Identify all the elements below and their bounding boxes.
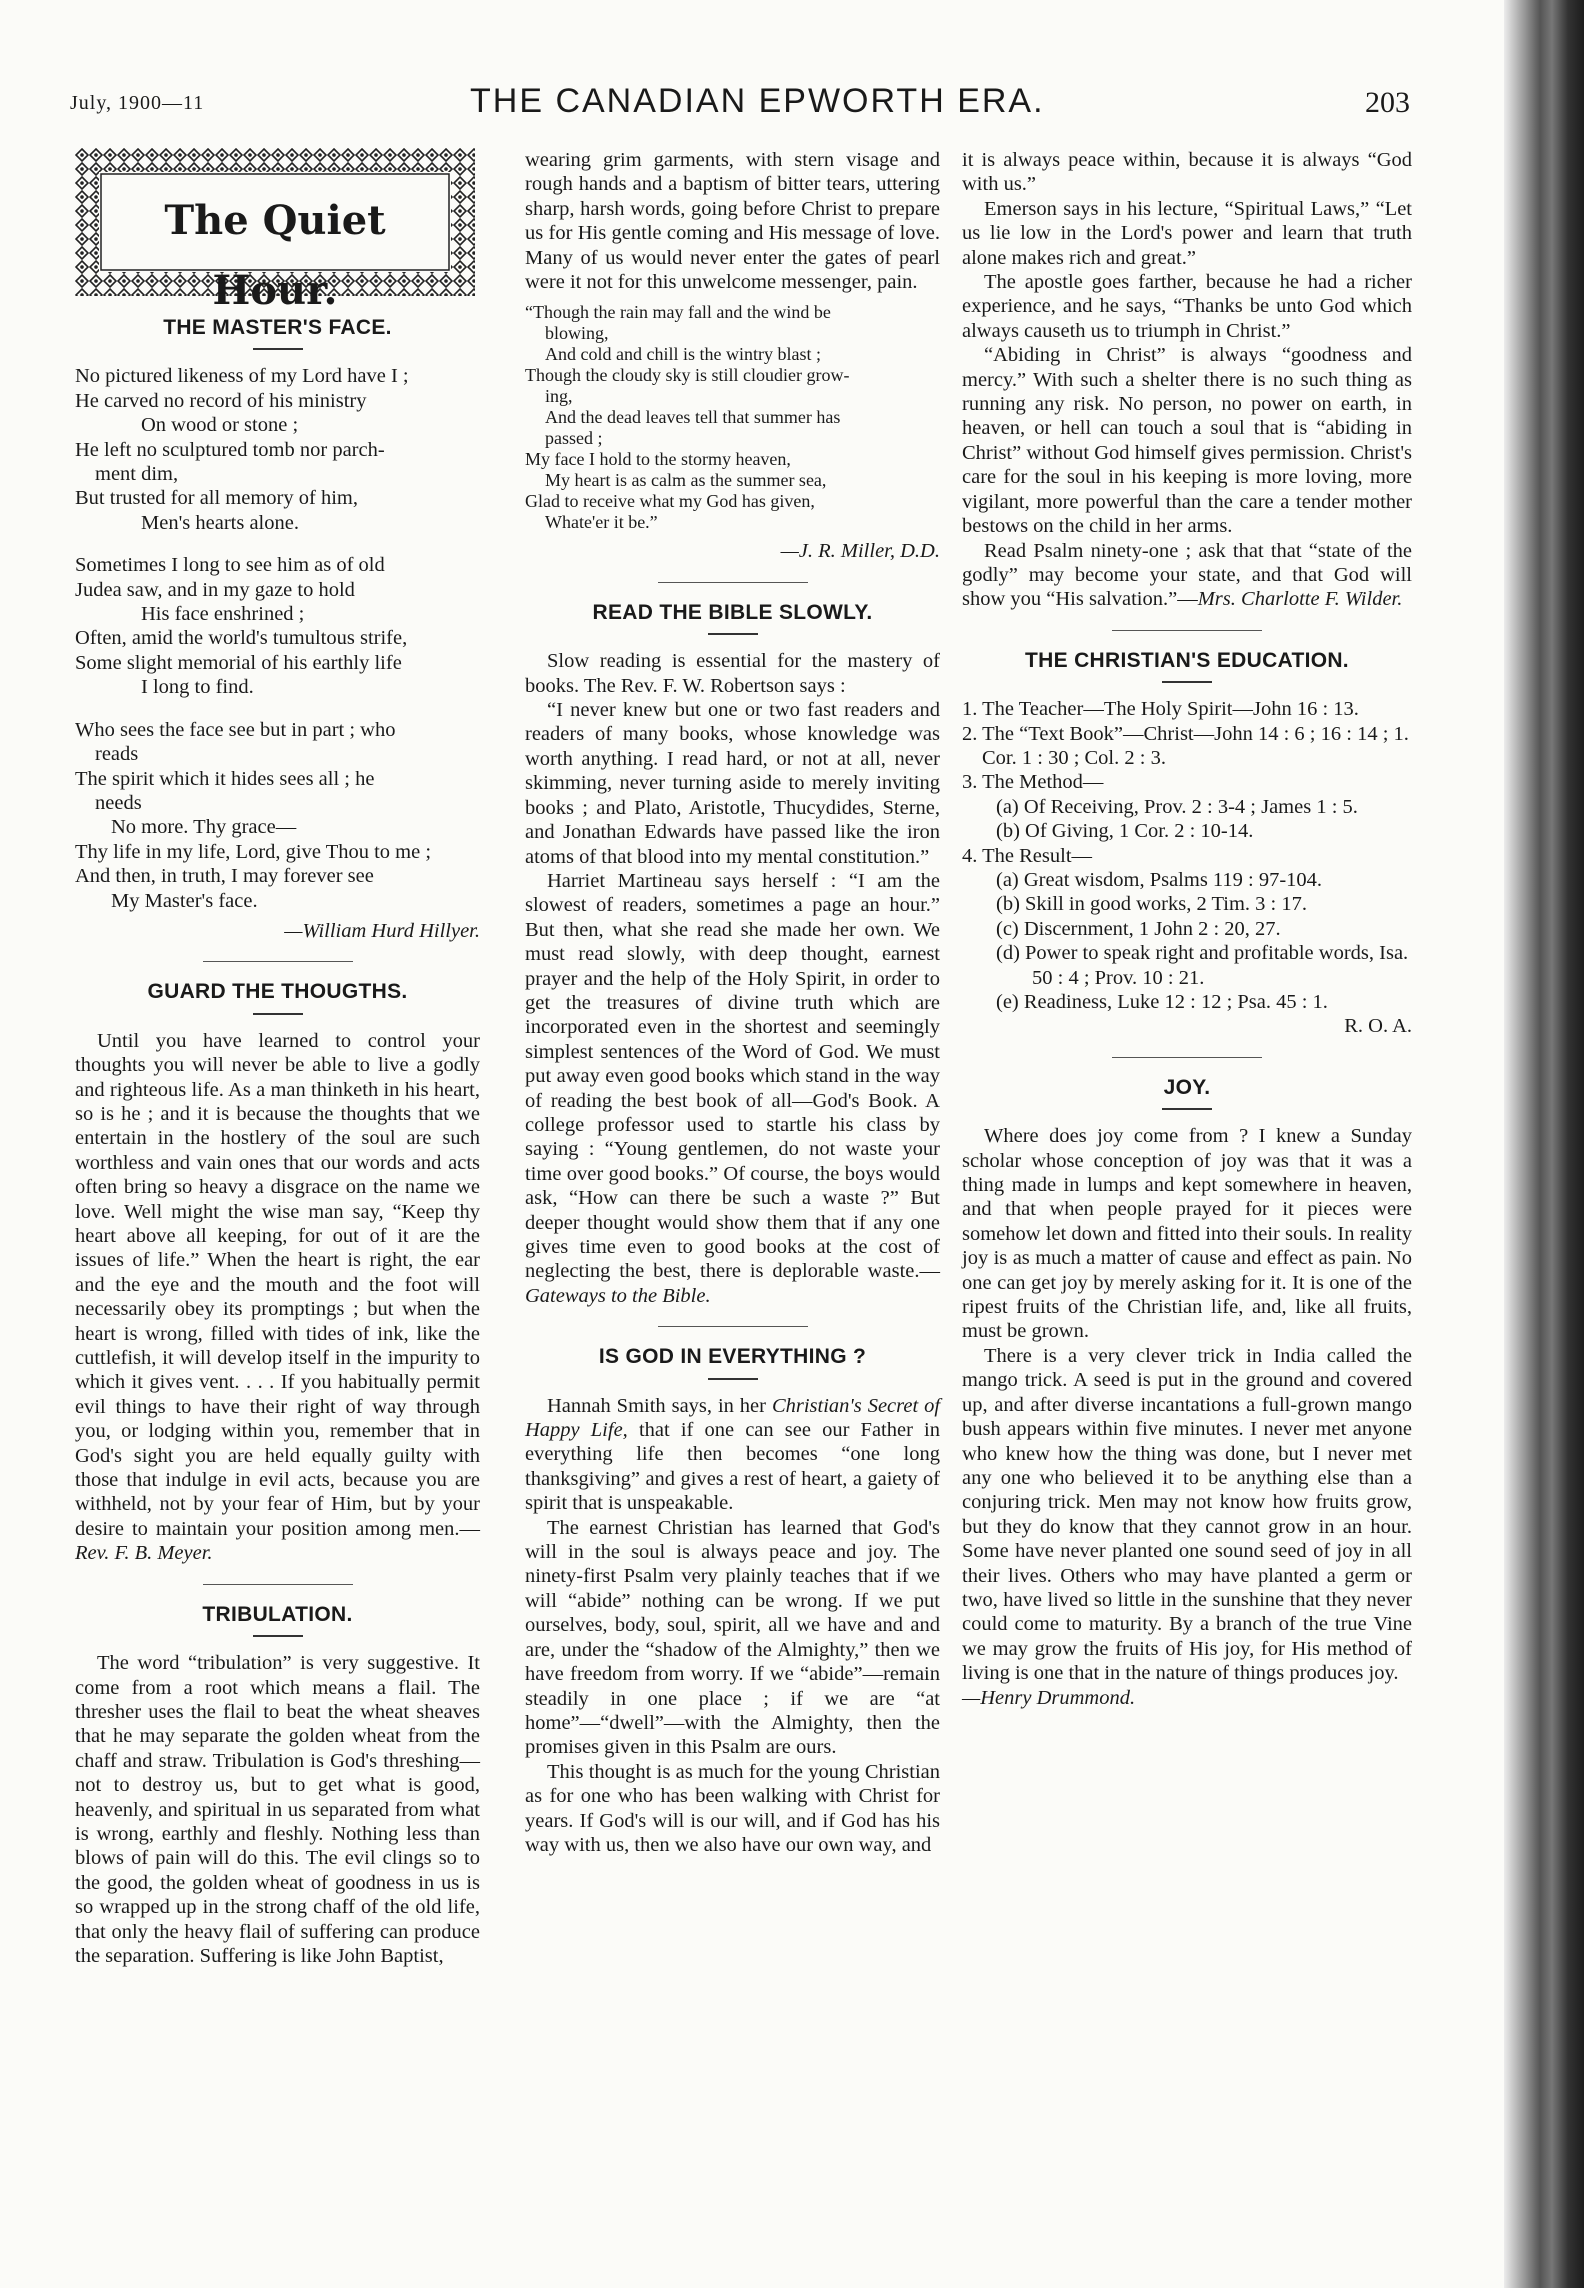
tribulation-continued: wearing grim garments, with stern visage and rough hands and a baptism of bitter tears, uttering sharp, harsh words, going before Christ to prepare us for His gentle coming and His message of love. Many of us would never enter the gates of pearl were it not for this unwelcome messenger, pain. (525, 149, 940, 294)
quiet-hour-banner (75, 148, 475, 314)
divider (253, 1635, 303, 1637)
poem-line: ment dim, (95, 463, 179, 486)
divider (203, 1584, 353, 1585)
read-bible-source: Gateways to the Bible. (525, 1284, 711, 1307)
god-everything-continued: it is always peace within, because it is always “God with us.” (962, 149, 1412, 196)
poem-line: My Master's face. (111, 889, 258, 912)
book-binding-edge (1504, 0, 1584, 2288)
poem-line: Men's hearts alone. (141, 511, 299, 534)
divider (1112, 1057, 1262, 1058)
read-bible-p1: Slow reading is essential for the mastery of books. The Rev. F. W. Robertson says : (525, 650, 940, 697)
poem-line: And cold and chill is the wintry blast ; (545, 344, 821, 365)
poem-line: “Though the rain may fall and the wind be (525, 302, 831, 323)
poem-line: Sometimes I long to see him as of old (75, 554, 385, 577)
god-everything-author: Mrs. Charlotte F. Wilder. (1197, 588, 1403, 611)
read-bible-heading: READ THE BIBLE SLOWLY. (592, 600, 873, 624)
poem-line: On wood or stone ; (141, 414, 299, 437)
god-everything-p2: The earnest Christian has learned that God's will in the soul is always peace and joy. The ninety-first Psalm very plainly teaches that if we will “abide” nothing can be wrong. If we put ourselves, body, soul, spirit, all we have and and are, under the “shadow of the Almighty,” then we have freedom from worry. If we “abide”—remain steadily in one place ; if we are “at home”—“dwell”—with the Almighty, then the promises given in this Psalm are ours. (525, 1516, 940, 1759)
joy-p2: There is a very clever trick in India called the mango trick. A seed is put in the ground and covered up, and after diverse incantations a full-grown mango bush appears within five minutes. I never met anyone who knew how the thing was done, but I never met any one who believed it to be anything else than a conjuring trick. Men may not know how fruits grow, but they do know that they cannot grow in an hour. Some have never planted one sound seed of joy in all their lives. Others who may have planted a germ or two, have lived so little in the sunshine that they never could come to maturity. By a branch of the true Vine we may grow the fruits of His joy, for His method of living is one that in the nature of things produces joy. (962, 1344, 1412, 1685)
poem-line: blowing, (545, 323, 609, 344)
poem-author: —William Hurd Hillyer. (284, 919, 480, 942)
god-everything-p5: The apostle goes farther, because he had a richer experience, and he says, “Thanks be unto God which always causeth us to triumph in Christ.” (962, 271, 1412, 342)
education-list-item: (a) Great wisdom, Psalms 119 : 97-104. (996, 868, 1323, 891)
christians-education-signature: R. O. A. (1344, 1015, 1412, 1038)
page-number: 203 (1365, 86, 1410, 119)
poem-line: Often, amid the world's tumultous strife, (75, 627, 408, 650)
divider (658, 1326, 808, 1327)
guard-thoughts-author: Rev. F. B. Meyer. (75, 1542, 213, 1565)
education-list-item: 1. The Teacher—The Holy Spirit—John 16 : 13. (962, 698, 1359, 721)
tribulation-heading: TRIBULATION. (202, 1602, 353, 1626)
poem-line: No pictured likeness of my Lord have I ; (75, 365, 409, 388)
book-title: Christian's Secret of Happy Life, (525, 1394, 941, 1442)
divider (1162, 1108, 1212, 1110)
christians-education-list (962, 697, 1412, 1014)
poem-line: He left no sculptured tomb nor parch- (75, 438, 385, 461)
read-bible-p3: Harriet Martineau says herself : “I am the slowest of readers, sometimes a page an hour.” But then, what she read she made her own. We must read slowly, with deep thought, earnest prayer and the help of the Holy Spirit, in order to get the treasures of divine truth which are incorporated even in the shortest and seemingly simplest sentences of the Word of God. We must put away even good books which stand in the way of reading the best book of all—God's Book. A college professor used to startle his class by saying : “Young gentlemen, do not waste your time over good books.” Of course, the boys would ask, “How can there be such a waste ?” But deeper thought would show them that if any one gives time even to good books at the cost of neglecting the best, there is deplorable waste.—Gateways to the Bible. (525, 869, 940, 1307)
divider (1112, 630, 1262, 631)
divider (253, 348, 303, 350)
read-bible-p2: “I never knew but one or two fast readers and readers of many books, whose knowledge was worth anything. I read hard, or not at all, never skimming, never turning aside to merely inviting books ; and Plato, Aristotle, Thucydides, Sterne, and Jonathan Edwards have passed like the iron atoms of that blood into my mental constitution.” (525, 699, 940, 868)
christians-education-heading: THE CHRISTIAN'S EDUCATION. (1025, 648, 1349, 672)
tribulation-poem (525, 302, 940, 533)
poem-line: And then, in truth, I may forever see (75, 865, 374, 888)
education-list-item: (e) Readiness, Luke 12 : 12 ; Psa. 45 : 1. (996, 991, 1328, 1013)
poem-line: Though the cloudy sky is still cloudier grow- (525, 365, 850, 386)
running-header (70, 82, 1410, 132)
divider (1162, 681, 1212, 683)
issue-date: July, 1900—11 (70, 92, 205, 114)
poem-line: My face I hold to the stormy heaven, (525, 449, 791, 470)
divider (708, 633, 758, 635)
column-1 (75, 148, 480, 1968)
poem-line: passed ; (545, 428, 603, 449)
joy-p1: Where does joy come from ? I knew a Sunday scholar whose conception of joy was that it was a thing made in lumps and kept somewhere in heaven, and that when people prayed for it pieces were somehow let down and fitted into their souls. In reality joy is as much a matter of cause and effect as pain. No one can get joy by merely asking for it. It is one of the ripest fruits of the Christian life, and, like all fruits, must be grown. (962, 1125, 1412, 1343)
joy-heading: JOY. (1163, 1075, 1211, 1099)
god-everything-p4: Emerson says in his lecture, “Spiritual Laws,” “Let us lie low in the Lord's power and learn that truth alone makes rich and great.” (962, 197, 1412, 269)
poem-line: The spirit which it hides sees all ; he (75, 767, 375, 790)
education-list-item: (b) Skill in good works, 2 Tim. 3 : 17. (996, 893, 1307, 916)
poem-line: His face enshrined ; (141, 603, 305, 626)
education-list-item: (a) Of Receiving, Prov. 2 : 3-4 ; James 1 : 5. (996, 795, 1358, 818)
poem-line: reads (95, 743, 139, 766)
god-everything-heading: IS GOD IN EVERYTHING ? (598, 1345, 867, 1369)
education-list-item: (d) Power to speak right and profitable words, Isa. 50 : 4 ; Prov. 10 : 21. (996, 942, 1409, 989)
poem-line: My heart is as calm as the summer sea, (545, 470, 827, 491)
god-everything-p3: This thought is as much for the young Christian as for one who has been walking with Christ for years. If God's will is our will, and if God has his way with us, then we also have our own way, and (525, 1760, 940, 1856)
education-list-item: (c) Discernment, 1 John 2 : 20, 27. (996, 917, 1281, 940)
quiet-hour-title: The Quiet Hour. (164, 197, 386, 314)
poem-line: I long to find. (141, 676, 254, 699)
divider (203, 961, 353, 962)
poem-line: But trusted for all memory of him, (75, 487, 358, 510)
poem-line: No more. Thy grace— (111, 816, 297, 839)
column-3 (962, 148, 1412, 1710)
publication-title: THE CANADIAN EPWORTH ERA. (470, 82, 1045, 120)
poem-line: Whate'er it be.” (545, 512, 658, 533)
poem-line: Who sees the face see but in part ; who (75, 718, 396, 741)
poem-author: —J. R. Miller, D.D. (780, 540, 940, 563)
column-2 (525, 148, 940, 1857)
divider (253, 1013, 303, 1015)
poem-line: And the dead leaves tell that summer has (545, 407, 841, 428)
poem-line: Glad to receive what my God has given, (525, 491, 815, 512)
education-list-item: 2. The “Text Book”—Christ—John 14 : 6 ; 16 : 14 ; 1. Cor. 1 : 30 ; Col. 2 : 3. (962, 722, 1409, 769)
god-everything-p7: Read Psalm ninety-one ; ask that that “state of the godly” may become your state, and that God will show you “His salvation.”—Mrs. Charlotte F. Wilder. (962, 539, 1412, 611)
poem-line: needs (95, 791, 142, 814)
education-list-item: 3. The Method— (962, 771, 1104, 794)
god-everything-p1: Hannah Smith says, in her Christian's Secret of Happy Life, that if one can see our Father in everything life then becomes “one long thanksgiving” and gives a rest of heart, a gaiety of spirit that is unspeakable. (525, 1394, 941, 1515)
education-list-item: (b) Of Giving, 1 Cor. 2 : 10-14. (996, 820, 1254, 843)
masters-face-poem (75, 364, 480, 913)
poem-line: Thy life in my life, Lord, give Thou to me ; (75, 840, 432, 863)
guard-thoughts-heading: GUARD THE THOUGTHS. (147, 980, 408, 1004)
joy-author: —Henry Drummond. (962, 1686, 1136, 1709)
poem-line: ing, (545, 386, 573, 407)
divider (658, 582, 808, 583)
poem-line: He carved no record of his ministry (75, 389, 367, 412)
god-everything-p6: “Abiding in Christ” is always “goodness and mercy.” With such a shelter there is no such thing as running any risk. No person, no power on earth, in heaven, or hell can touch a soul that is “abiding in Christ” without God himself gives permission. Christ's care for the soul in his keeping is more loving, more vigilant, more powerful than the care a tender mother bestows on the child in her arms. (962, 344, 1412, 538)
masters-face-heading: THE MASTER'S FACE. (163, 316, 392, 339)
poem-line: Some slight memorial of his earthly life (75, 651, 402, 674)
education-list-item: 4. The Result— (962, 844, 1093, 867)
poem-line: Judea saw, and in my gaze to hold (75, 578, 355, 601)
guard-thoughts-body: Until you have learned to control your thoughts you will never be able to live a godly and righteous life. As a man thinketh in his heart, so is he ; and it is because the thoughts that we entertain in the hostlery of the soul are such worthless and vain ones that our words and acts often bring so heavy a disgrace on the name we love. Well might the wise man say, “Keep thy heart above all keeping, for out of it are the issues of life.” When the heart is right, the ear and the eye and the mouth and the foot will necessarily obey its promptings ; but when the heart is wrong, filled with tides of ink, like the cuttlefish, it will develop itself in the impurity to which it gives vent. . . . If you habitually permit evil things to have their right of way through you, or lodging within you, remember that in God's sight you are held equally guilty with those that indulge in evil acts, because you are withheld, not by your fear of Him, but by your desire to maintain your position among men.—Rev. F. B. Meyer. (75, 1029, 480, 1565)
tribulation-body: The word “tribulation” is very suggestive. It come from a root which means a flail. The thresher uses the flail to beat the wheat sheaves that he may separate the golden wheat from the chaff and straw. Tribulation is God's threshing—not to destroy us, but to get what is good, heavenly, and spiritual in us separated from what is wrong, earthly and fleshly. Nothing less than blows of pain will do this. The evil clings so to the good, the golden wheat of goodness in us is so wrapped up in the strong chaff of the old life, that only the heavy flail of suffering can produce the separation. Suffering is like John Baptist, (75, 1652, 480, 1967)
divider (708, 1378, 758, 1380)
